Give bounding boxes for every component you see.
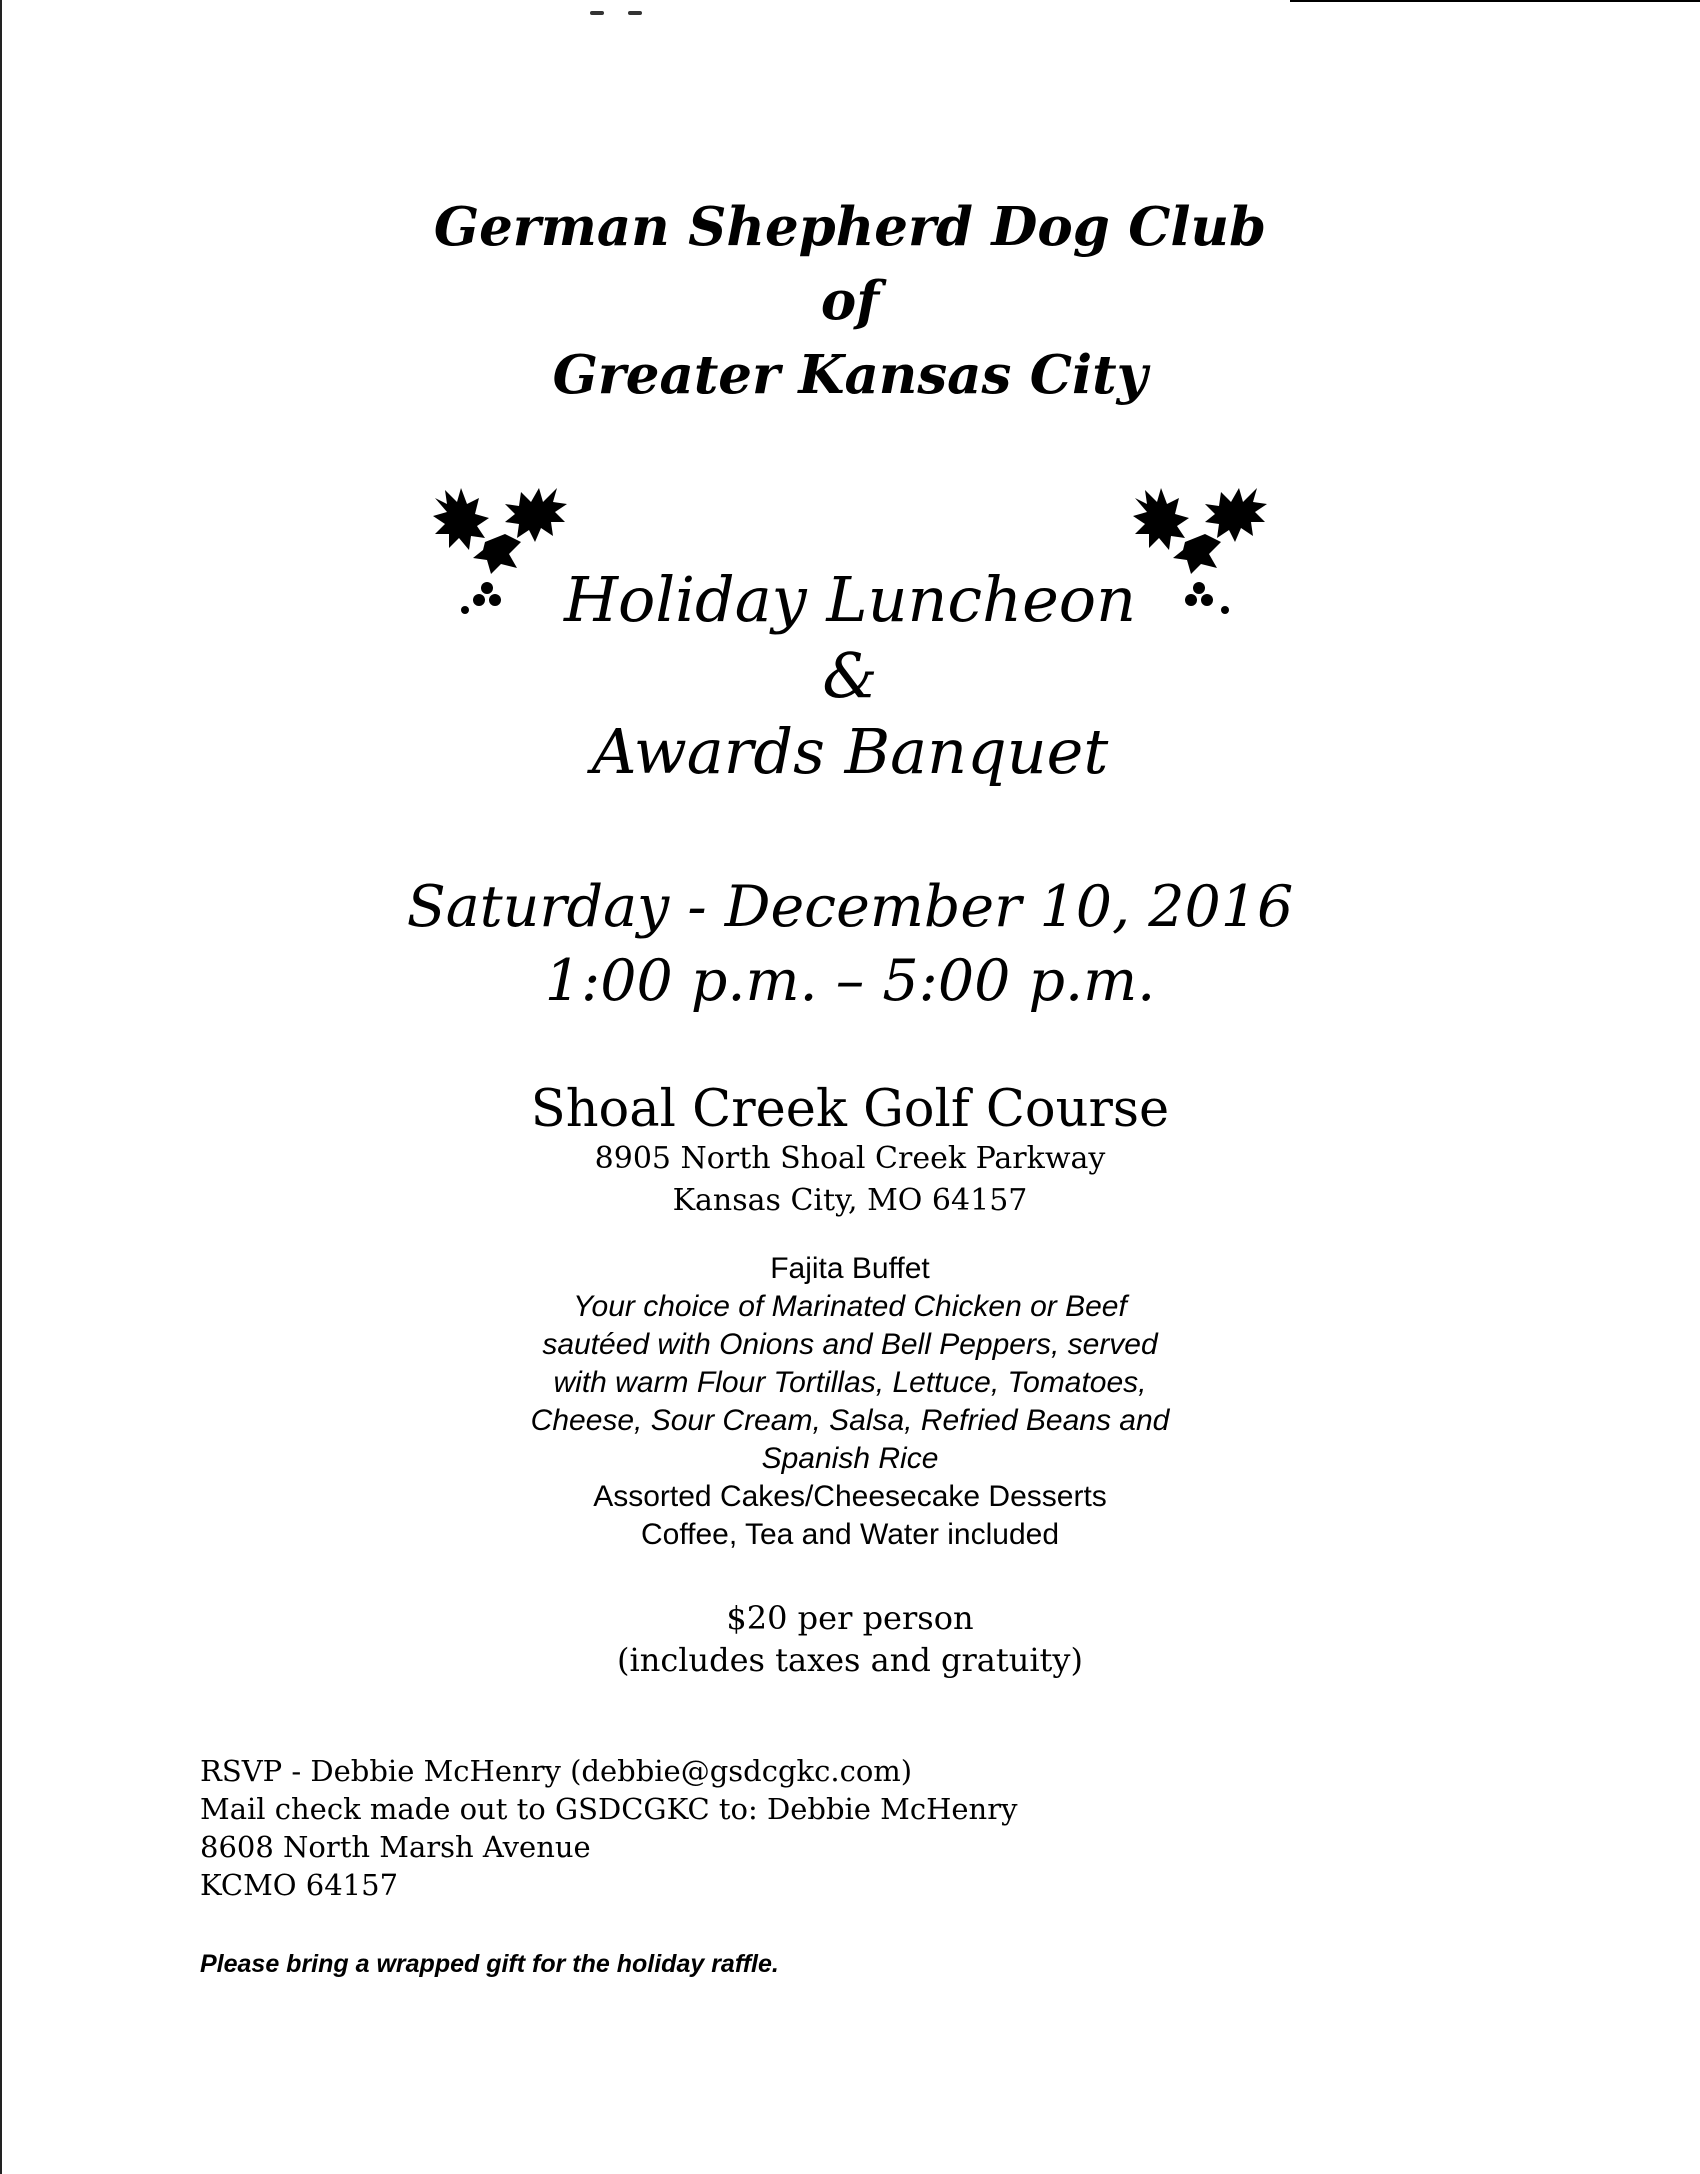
- menu-description-line: with warm Flour Tortillas, Lettuce, Tomatoes,: [553, 1366, 1147, 1399]
- venue-city: Kansas City, MO 64157: [672, 1183, 1028, 1218]
- menu-drinks: Coffee, Tea and Water included: [640, 1518, 1060, 1551]
- scan-artifact: [590, 0, 680, 4]
- menu-description-line: Cheese, Sour Cream, Salsa, Refried Beans and: [530, 1404, 1170, 1437]
- event-title-line-3: Awards Banquet: [591, 715, 1109, 788]
- rsvp-city: KCMO 64157: [200, 1868, 399, 1902]
- rsvp-mail-instructions: Mail check made out to GSDCGKC to: Debbie McHenry: [200, 1792, 1018, 1826]
- pricing: [0, 1597, 1700, 1681]
- event-title: [0, 562, 1700, 790]
- venue-name: Shoal Creek Golf Course: [530, 1080, 1170, 1139]
- venue-address: [0, 1138, 1700, 1222]
- venue-street: 8905 North Shoal Creek Parkway: [594, 1141, 1106, 1176]
- event-datetime: [0, 870, 1700, 1018]
- scan-edge-top: [1290, 0, 1700, 2]
- menu-title: Fajita Buffet: [770, 1252, 930, 1285]
- event-title-line-1: Holiday Luncheon: [563, 563, 1137, 636]
- menu-section: [0, 1250, 1700, 1554]
- event-title-line-2: &: [822, 639, 878, 712]
- raffle-note: Please bring a wrapped gift for the holiday raffle.: [200, 1950, 779, 1978]
- menu-desserts: Assorted Cakes/Cheesecake Desserts: [593, 1480, 1107, 1513]
- menu-description-line: Your choice of Marinated Chicken or Beef: [573, 1290, 1127, 1323]
- rsvp-street: 8608 North Marsh Avenue: [200, 1830, 591, 1864]
- rsvp-contact: RSVP - Debbie McHenry (debbie@gsdcgkc.com): [200, 1754, 913, 1788]
- club-name: [0, 190, 1700, 412]
- rsvp-block: [200, 1752, 1017, 1904]
- menu-description-line: sautéed with Onions and Bell Peppers, served: [542, 1328, 1158, 1361]
- price-per-person: $20 per person: [726, 1599, 974, 1637]
- event-time: 1:00 p.m. – 5:00 p.m.: [544, 948, 1156, 1014]
- menu-description-line: Spanish Rice: [761, 1442, 939, 1475]
- club-name-line-2: of: [820, 270, 880, 332]
- club-name-line-1: German Shepherd Dog Club: [433, 196, 1267, 258]
- event-date: Saturday - December 10, 2016: [406, 874, 1294, 940]
- club-name-line-3: Greater Kansas City: [552, 344, 1148, 406]
- price-note: (includes taxes and gratuity): [617, 1641, 1083, 1679]
